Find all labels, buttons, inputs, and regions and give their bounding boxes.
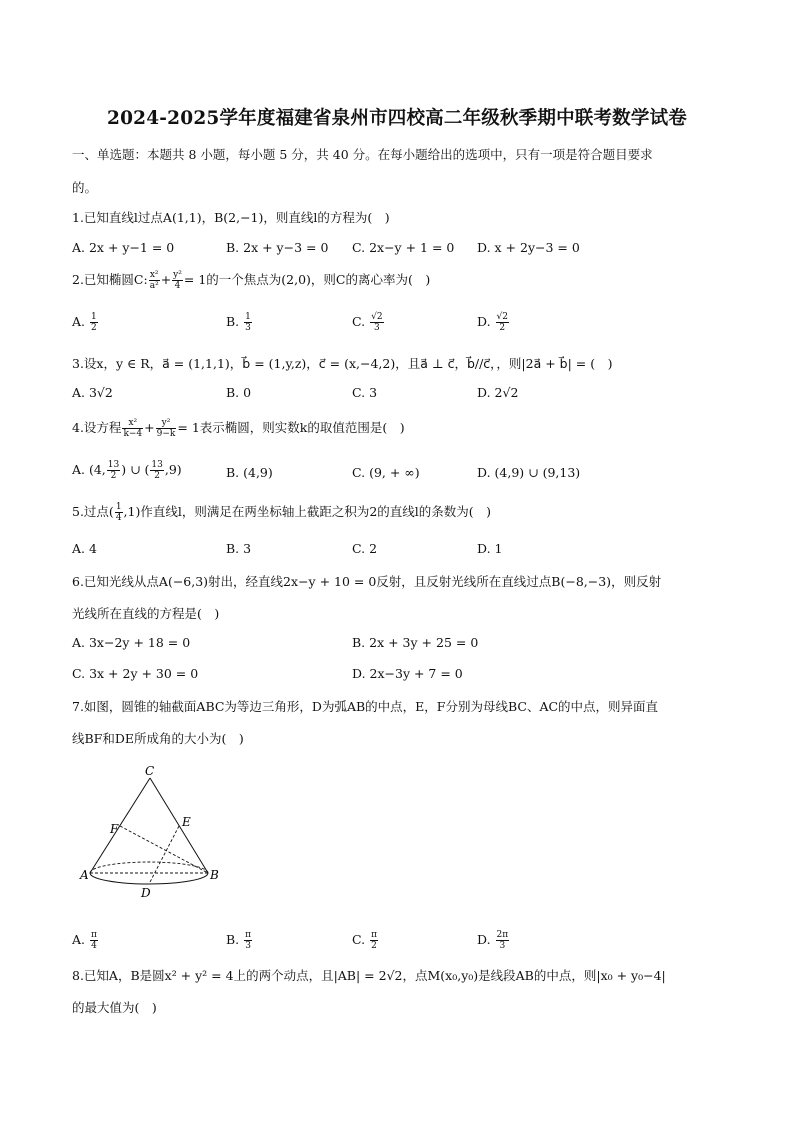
q1-option-c: C. 2x−y + 1 = 0 bbox=[352, 240, 455, 255]
q1-option-d: D. x + 2y−3 = 0 bbox=[477, 240, 580, 255]
q1-option-a: A. 2x + y−1 = 0 bbox=[72, 240, 175, 255]
figure-label-c: C bbox=[145, 764, 155, 778]
q5-option-c: C. 2 bbox=[352, 541, 378, 556]
q7-option-b: B. $\frac{\pi}{3}$ bbox=[226, 930, 252, 951]
q4-option-b: B. (4,9) bbox=[226, 465, 273, 480]
q7-option-c: C. $\frac{\pi}{2}$ bbox=[352, 930, 377, 951]
q3-option-c: C. 3 bbox=[352, 385, 378, 400]
figure-label-e: E bbox=[182, 815, 191, 829]
q6-stem-line1: 6.已知光线从点A(−6,3)射出，经直线2x−y + 10 = 0反射，且反射光线所在直线过点B(−8,−3)，则反射 bbox=[72, 574, 662, 589]
q4-option-c: C. (9, + ∞) bbox=[352, 465, 420, 480]
q2-fraction-2: $\frac{\text{y²}}{4}$ bbox=[173, 270, 182, 291]
q4-option-a: A. (4, $\frac{13}{2}$ ) ∪ ( $\frac{13}{2}$ ,9) bbox=[72, 460, 182, 481]
q1-option-b: B. 2x + y−3 = 0 bbox=[226, 240, 329, 255]
q5-option-d: D. 1 bbox=[477, 541, 503, 556]
q2-option-a: A. $\frac{1}{2}$ bbox=[72, 312, 97, 333]
q7-option-d: D. $\frac{2\pi}{3}$ bbox=[477, 930, 509, 951]
q8-stem-line2: 的最大值为( ) bbox=[72, 1000, 157, 1015]
section-instructions-line1: 一、单选题：本题共 8 小题，每小题 5 分，共 40 分。在每小题给出的选项中，只有一项是符合题目要求 bbox=[72, 147, 653, 162]
cone-figure bbox=[78, 760, 228, 905]
q5-fraction: $\frac{1}{4}$ bbox=[115, 502, 122, 523]
figure-label-a: A bbox=[80, 868, 89, 882]
q6-stem-line2: 光线所在直线的方程是( ) bbox=[72, 606, 220, 621]
q1-stem: 1.已知直线l过点A(1,1)，B(2,−1)，则直线l的方程为( ) bbox=[72, 210, 390, 225]
q5-stem: 5.过点( $\frac{1}{4}$ ,1)作直线l，则满足在两坐标轴上截距之积为2的直线l的条数为( ) bbox=[72, 502, 492, 523]
q4-stem: 4.设方程 $\frac{\text{x²}}{k-4}$ + $\frac{\text{y²}}{9-k}$ = 1表示椭圆，则实数k的取值范围是( ) bbox=[72, 418, 405, 439]
q3-option-a: A. 3√2 bbox=[72, 385, 113, 400]
figure-label-f: F bbox=[110, 822, 119, 836]
q2-stem-pre: 2.已知椭圆C: bbox=[72, 272, 148, 287]
q6-option-b: B. 2x + 3y + 25 = 0 bbox=[352, 635, 479, 650]
q5-option-b: B. 3 bbox=[226, 541, 252, 556]
figure-label-d: D bbox=[141, 886, 151, 900]
q2-stem: 2.已知椭圆C: $\frac{\text{x²}}{\text{a²}}$ + $\frac{\text{y²}}{4}$ = 1的一个焦点为(2,0)，则C的离心率为( ) bbox=[72, 270, 431, 291]
q2-option-d: D. $\frac{√2}{2}$ bbox=[477, 312, 509, 333]
q2-stem-post: = 1的一个焦点为(2,0)，则C的离心率为( ) bbox=[183, 272, 431, 287]
q2-option-b: B. $\frac{1}{3}$ bbox=[226, 312, 251, 333]
q3-stem: 3.设x，y ∈ R，a⃗ = (1,1,1)，b⃗ = (1,y,z)，c⃗ = (x,−4,2)，且a⃗ ⊥ c⃗，b⃗//c⃗，，则|2a⃗ + b⃗| = ( ) bbox=[72, 356, 613, 371]
q8-stem-line1: 8.已知A，B是圆x² + y² = 4上的两个动点，且|AB| = 2√2，点M(x₀,y₀)是线段AB的中点，则|x₀ + y₀−4| bbox=[72, 968, 666, 983]
q3-option-b: B. 0 bbox=[226, 385, 252, 400]
q5-option-a: A. 4 bbox=[72, 541, 97, 556]
q7-stem-line1: 7.如图，圆锥的轴截面ABC为等边三角形，D为弧AB的中点，E，F分别为母线BC、AC的中点，则异面直 bbox=[72, 699, 659, 714]
q4-fraction-2: $\frac{\text{y²}}{9-k}$ bbox=[156, 418, 176, 439]
q6-option-c: C. 3x + 2y + 30 = 0 bbox=[72, 666, 199, 681]
q4-fraction-1: $\frac{\text{x²}}{k-4}$ bbox=[123, 418, 143, 439]
exam-title: 2024-2025学年度福建省泉州市四校高二年级秋季期中联考数学试卷 bbox=[107, 108, 687, 129]
q6-option-d: D. 2x−3y + 7 = 0 bbox=[352, 666, 463, 681]
section-instructions-line2: 的。 bbox=[72, 180, 98, 195]
figure-label-b: B bbox=[210, 868, 219, 882]
q2-option-c: C. $\frac{√2}{3}$ bbox=[352, 312, 383, 333]
q4-option-d: D. (4,9) ∪ (9,13) bbox=[477, 465, 581, 480]
q7-stem-line2: 线BF和DE所成角的大小为( ) bbox=[72, 731, 244, 746]
q2-fraction-1: $\frac{\text{x²}}{\text{a²}}$ bbox=[149, 270, 159, 291]
q7-option-a: A. $\frac{\pi}{4}$ bbox=[72, 930, 97, 951]
q6-option-a: A. 3x−2y + 18 = 0 bbox=[72, 635, 191, 650]
q3-option-d: D. 2√2 bbox=[477, 385, 519, 400]
